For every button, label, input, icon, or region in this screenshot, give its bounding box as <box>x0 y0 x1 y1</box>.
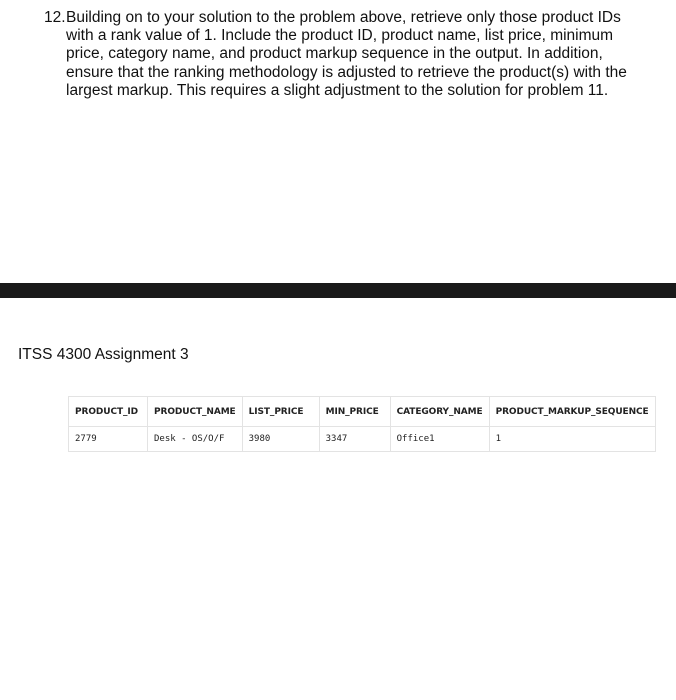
column-header-list-price: LIST_PRICE <box>242 397 319 427</box>
question-number: 12. <box>44 9 66 26</box>
column-header-product-id: PRODUCT_ID <box>69 397 148 427</box>
page-divider <box>0 283 676 298</box>
question-block <box>44 9 644 100</box>
table-row <box>69 427 656 452</box>
column-header-min-price: MIN_PRICE <box>319 397 390 427</box>
cell-min-price: 3347 <box>319 427 390 452</box>
cell-product-id: 2779 <box>69 427 148 452</box>
result-table <box>68 396 656 452</box>
column-header-product-markup-sequence: PRODUCT_MARKUP_SEQUENCE <box>489 397 655 427</box>
document-heading: ITSS 4300 Assignment 3 <box>18 346 189 363</box>
cell-list-price: 3980 <box>242 427 319 452</box>
cell-product-markup-sequence: 1 <box>489 427 655 452</box>
table-header-row <box>69 397 656 427</box>
question-text: Building on to your solution to the problem above, retrieve only those product IDs with a rank value of 1. Include the product ID, product name, list price, minimum price, category name, and product markup sequence in the output. In addition, ensure that the ranking methodology is adjusted to retrieve the product(s) with the largest markup. This requires a slight adjustment to the solution for problem 11. <box>66 9 627 99</box>
cell-product-name: Desk - OS/O/F <box>148 427 243 452</box>
column-header-product-name: PRODUCT_NAME <box>148 397 243 427</box>
column-header-category-name: CATEGORY_NAME <box>390 397 489 427</box>
cell-category-name: Office1 <box>390 427 489 452</box>
